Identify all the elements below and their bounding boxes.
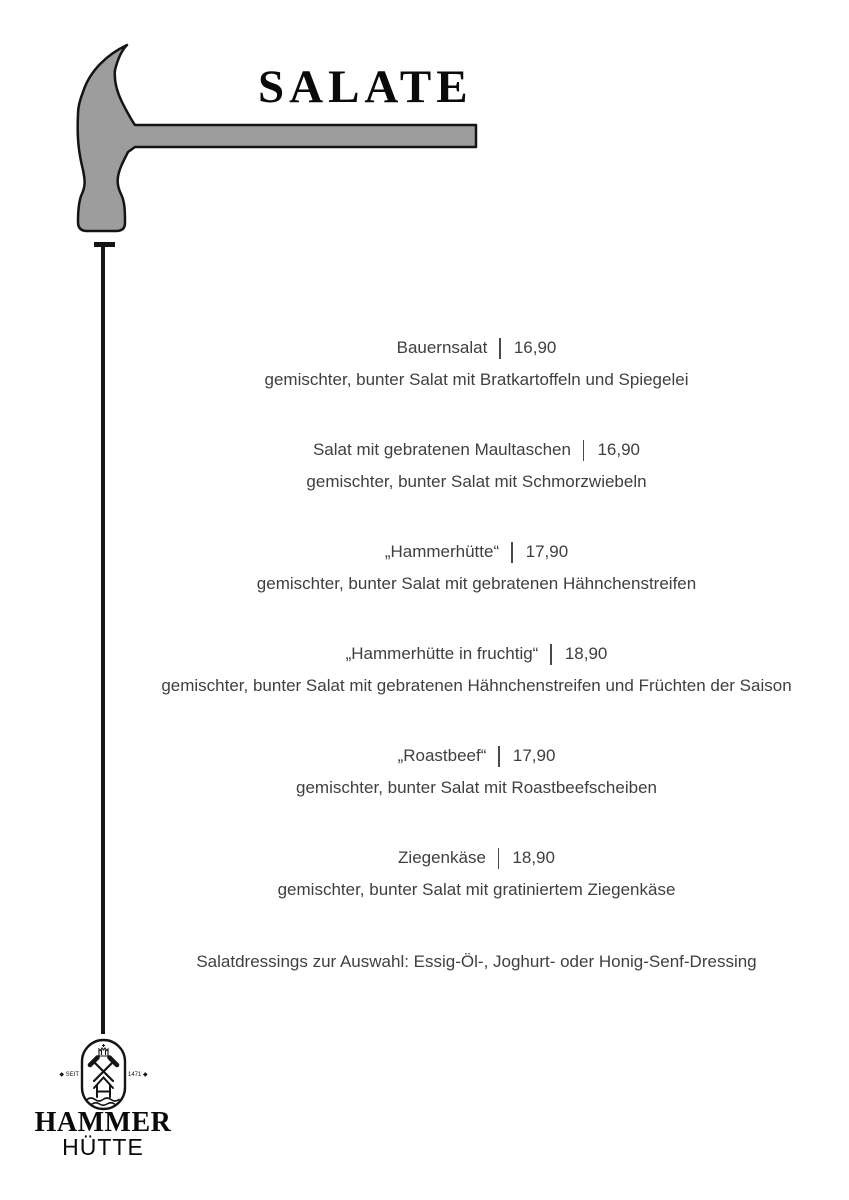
- price-divider: [499, 338, 501, 359]
- item-price: 18,90: [512, 848, 555, 867]
- menu-item-head: [104, 439, 849, 461]
- hammer-crest-icon: [55, 1036, 151, 1114]
- price-divider: [583, 440, 585, 461]
- item-description: gemischter, bunter Salat mit gratiniertem Ziegenkäse: [277, 880, 676, 899]
- menu-item-head: [104, 847, 849, 869]
- price-divider: [550, 644, 552, 665]
- menu-item-head: [104, 745, 849, 767]
- menu-item-head: [104, 541, 849, 563]
- logo-wordmark: [0, 1107, 206, 1160]
- crest-seit-label: ◆ SEIT: [59, 1072, 79, 1078]
- item-name: „Roastbeef“: [397, 746, 487, 765]
- item-price: 16,90: [597, 440, 641, 459]
- item-price: 17,90: [525, 542, 569, 561]
- item-description: gemischter, bunter Salat mit Schmorzwiebeln: [306, 472, 647, 491]
- menu-item: [104, 847, 849, 901]
- menu-item: [104, 337, 849, 391]
- menu-item: [104, 541, 849, 595]
- item-name: Salat mit gebratenen Maultaschen: [312, 440, 571, 459]
- menu-item-head: [104, 337, 849, 359]
- price-divider: [498, 848, 500, 869]
- menu-item: [104, 439, 849, 493]
- menu-item-head: [104, 643, 849, 665]
- item-description: gemischter, bunter Salat mit gebratenen Hähnchenstreifen: [256, 574, 697, 593]
- price-divider: [498, 746, 500, 767]
- logo-name-hammer: HAMMER: [34, 1107, 172, 1138]
- item-description: gemischter, bunter Salat mit Bratkartoffeln und Spiegelei: [264, 370, 689, 389]
- item-price: 17,90: [512, 746, 556, 765]
- item-name: „Hammerhütte“: [384, 542, 500, 561]
- crest-year-label: 1471 ◆: [128, 1072, 148, 1078]
- item-name: Ziegenkäse: [398, 848, 486, 867]
- menu-list: [104, 337, 849, 901]
- menu-item: [104, 643, 849, 697]
- item-name: Bauernsalat: [396, 338, 488, 357]
- page-title: SALATE: [258, 61, 473, 113]
- item-name: „Hammerhütte in fruchtig“: [345, 644, 539, 663]
- dressing-note: Salatdressings zur Auswahl: Essig-Öl-, Joghurt- oder Honig-Senf-Dressing: [196, 952, 757, 971]
- menu-section: [104, 337, 849, 973]
- item-description: gemischter, bunter Salat mit gebratenen Hähnchenstreifen und Früchten der Saison: [161, 676, 792, 695]
- item-price: 16,90: [513, 338, 557, 357]
- price-divider: [511, 542, 513, 563]
- menu-item: [104, 745, 849, 799]
- item-description: gemischter, bunter Salat mit Roastbeefscheiben: [296, 778, 657, 797]
- logo-name-huette: HÜTTE: [62, 1134, 144, 1160]
- item-price: 18,90: [564, 644, 608, 663]
